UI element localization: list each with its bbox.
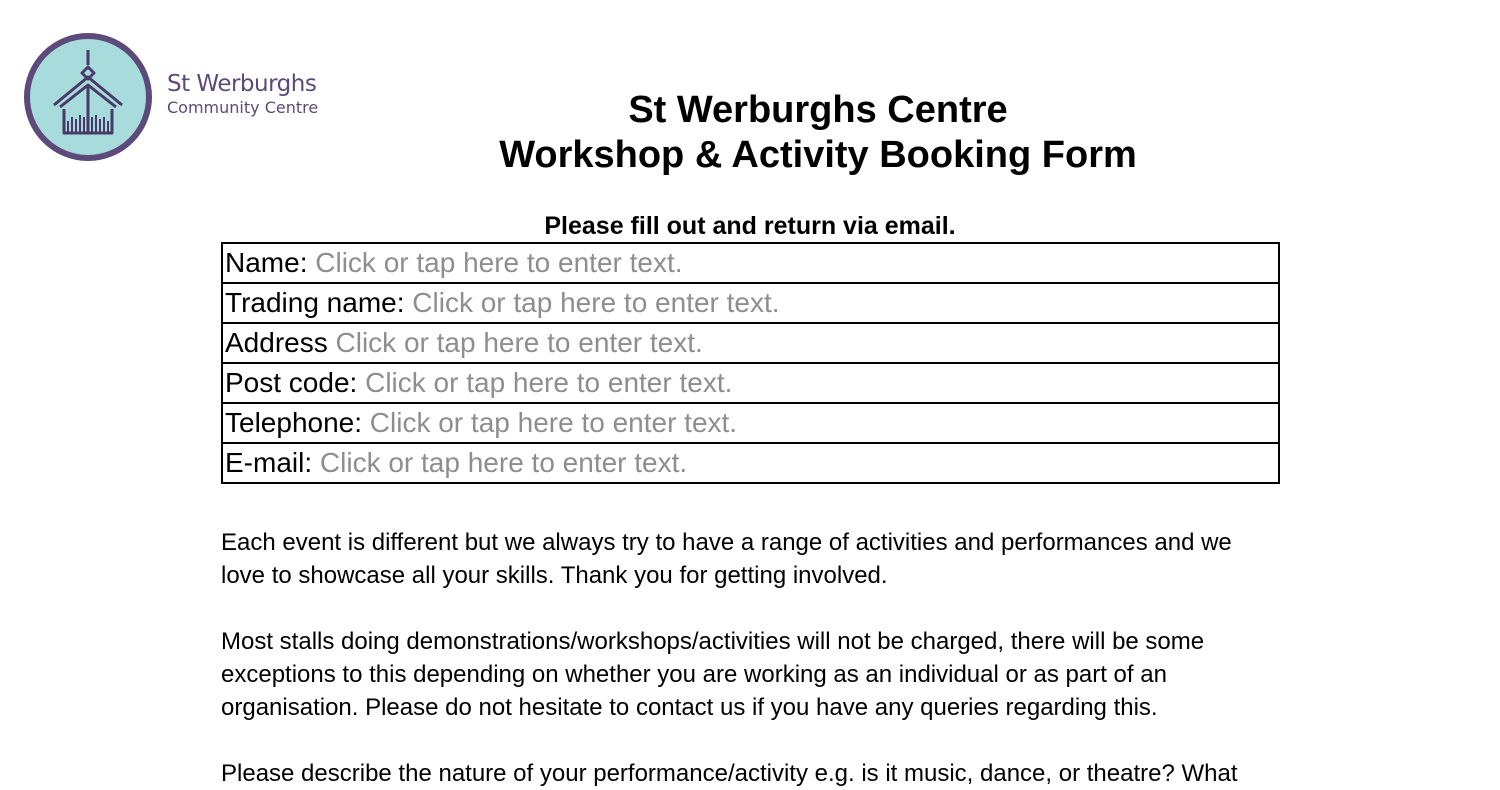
field-label: Telephone: [225, 407, 363, 438]
field-label: Post code: [225, 367, 358, 398]
field-label: Trading name: [225, 287, 405, 318]
logo-wordmark [167, 70, 318, 118]
form-row-telephone [222, 403, 1279, 443]
charges-paragraph [221, 625, 1291, 724]
field-label: Address [225, 327, 328, 358]
address-input[interactable]: Click or tap here to enter text. [335, 327, 703, 358]
form-row-name [222, 243, 1279, 283]
intro-paragraph [221, 526, 1291, 592]
paragraph-line: organisation. Please do not hesitate to contact us if you have any queries regarding this. [221, 694, 1158, 721]
email-input[interactable]: Click or tap here to enter text. [319, 447, 688, 478]
post-code-input[interactable]: Click or tap here to enter text. [365, 367, 733, 398]
logo-name: St Werburghs [167, 71, 317, 97]
paragraph-line: Most stalls doing demonstrations/workshops/activities will not be charged, there will be some [221, 628, 1205, 655]
telephone-field[interactable] [222, 403, 1279, 443]
form-row-address [222, 323, 1279, 363]
field-label: Name: [225, 247, 308, 278]
title-line-1: St Werburghs Centre [628, 89, 1008, 131]
address-field[interactable] [222, 323, 1279, 363]
form-instructions: Please fill out and return via email. [544, 212, 956, 240]
form-row-post-code [222, 363, 1279, 403]
form-row-email [222, 443, 1279, 483]
paragraph-line: love to showcase all your skills. Thank you for getting involved. [221, 562, 888, 589]
title-line-2: Workshop & Activity Booking Form [499, 134, 1137, 176]
paragraph-line: exceptions to this depending on whether you are working as an individual or as part of an [221, 661, 1167, 688]
community-centre-logo [24, 33, 152, 161]
name-input[interactable]: Click or tap here to enter text. [315, 247, 683, 278]
description-prompt-paragraph [221, 757, 1291, 790]
booking-details-form [221, 242, 1280, 484]
trading-name-field[interactable] [222, 283, 1279, 323]
paragraph-line: Each event is different but we always try to have a range of activities and performances and we [221, 529, 1232, 556]
name-field[interactable] [222, 243, 1279, 283]
email-field[interactable] [222, 443, 1279, 483]
telephone-input[interactable]: Click or tap here to enter text. [369, 407, 738, 438]
paragraph-line: Please describe the nature of your performance/activity e.g. is it music, dance, or theatre? What [221, 760, 1238, 787]
form-row-trading-name [222, 283, 1279, 323]
post-code-field[interactable] [222, 363, 1279, 403]
field-label: E-mail: [225, 447, 313, 478]
page-title [380, 88, 1256, 178]
trading-name-input[interactable]: Click or tap here to enter text. [412, 287, 780, 318]
logo-tagline: Community Centre [167, 98, 319, 117]
